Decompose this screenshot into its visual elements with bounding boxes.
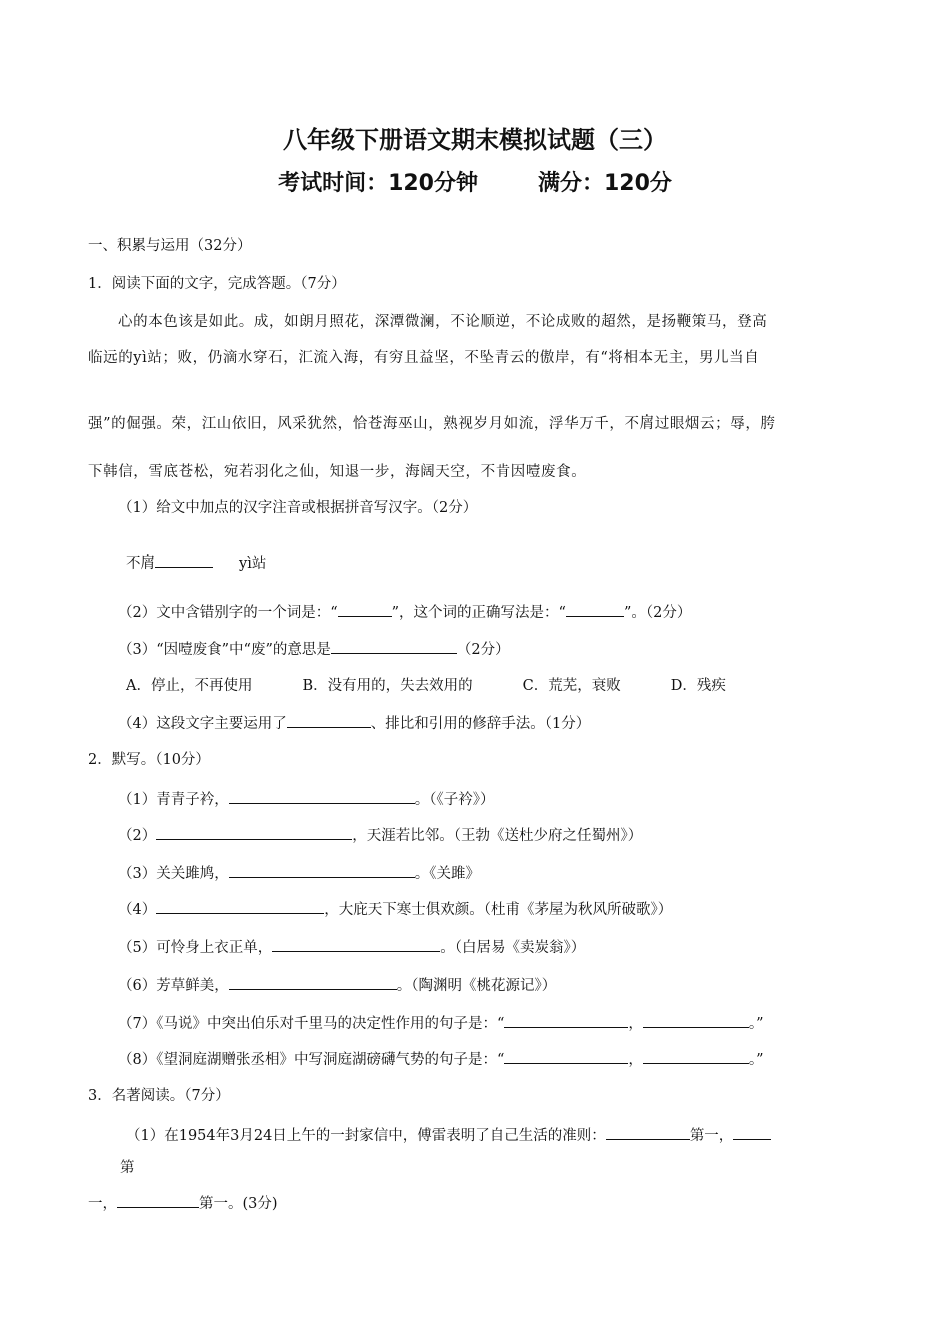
answer-blank[interactable]	[504, 1048, 628, 1064]
option-c[interactable]: C．荒芜，衰败	[522, 678, 621, 694]
answer-blank[interactable]	[733, 1124, 771, 1140]
dictation-item-7: （7）《马说》中突出伯乐对千里马的决定性作用的句子是：“ ， 。”	[118, 1012, 764, 1034]
dictation-item-2: （2） ，天涯若比邻。（王勃《送杜少府之任蜀州》）	[118, 824, 642, 846]
exam-info	[0, 166, 950, 197]
page-title: 八年级下册语文期末模拟试题（三）	[283, 126, 667, 154]
question-3-1-cont: 第	[120, 1160, 135, 1176]
question-2-heading: 2．默写。（10分）	[88, 752, 210, 768]
option-d[interactable]: D．残疾	[670, 678, 726, 694]
dotted-char: 屑	[140, 556, 155, 572]
question-1-2: （2）文中含错别字的一个词是：“ ”，这个词的正确写法是：“ ”。（2分）	[118, 601, 691, 623]
question-1-1: （1）给文中加点的汉字注音或根据拼音写汉字。（2分）	[118, 500, 478, 516]
answer-blank[interactable]	[155, 552, 213, 568]
answer-blank[interactable]	[117, 1192, 199, 1208]
answer-blank[interactable]	[338, 601, 392, 617]
passage-line-3: 强”的倔强。荣，江山依旧，风采犹然，恰苍海巫山，熟视岁月如流，浮华万千，不屑过眼烟云；辱，胯	[88, 416, 776, 432]
answer-blank[interactable]	[643, 1012, 749, 1028]
answer-blank[interactable]	[504, 1012, 628, 1028]
option-b[interactable]: B．没有用的，失去效用的	[302, 678, 473, 694]
question-3-1: （1）在1954年3月24日上午的一封家信中，傅雷表明了自己生活的准则： 第一，	[126, 1124, 771, 1146]
answer-blank[interactable]	[331, 638, 457, 654]
dictation-item-8: （8）《望洞庭湖赠张丞相》中写洞庭湖磅礴气势的句子是：“ ， 。”	[118, 1048, 764, 1070]
question-1-4: （4）这段文字主要运用了 、排比和引用的修辞手法。（1分）	[118, 712, 590, 734]
answer-blank[interactable]	[156, 824, 352, 840]
option-a[interactable]: A．停止，不再使用	[126, 678, 253, 694]
dictation-item-4: （4） ，大庇天下寒士俱欢颜。（杜甫《茅屋为秋风所破歌》）	[118, 898, 672, 920]
answer-blank[interactable]	[272, 936, 440, 952]
dotted-char: 屑	[639, 416, 655, 432]
question-1-3: （3）“因噎废食”中“废”的意思是 （2分）	[118, 638, 510, 660]
answer-blank[interactable]	[606, 1124, 690, 1140]
question-1-1-answers: 不屑 yì站	[126, 552, 266, 574]
answer-blank[interactable]	[229, 974, 397, 990]
dictation-item-5: （5）可怜身上衣正单， 。（白居易《卖炭翁》）	[118, 936, 585, 958]
question-1-heading: 1．阅读下面的文字，完成答题。（7分）	[88, 276, 346, 292]
answer-blank[interactable]	[643, 1048, 749, 1064]
passage-line-1: 心的本色该是如此。成，如朗月照花，深潭微澜，不论顺逆，不论成败的超然，是扬鞭策马，登高	[118, 314, 768, 330]
passage-line-4: 下韩信，雪底苍松，宛若羽化之仙，知退一步，海阔天空，不肯因噎废食。	[88, 464, 587, 480]
question-1-3-options	[126, 676, 726, 696]
question-3-1-end: 一， 第一。(3分)	[88, 1192, 278, 1214]
answer-blank[interactable]	[229, 862, 415, 878]
answer-blank[interactable]	[566, 601, 624, 617]
question-3-heading: 3．名著阅读。（7分）	[88, 1088, 230, 1104]
full-score: 满分：120分	[538, 171, 672, 196]
dictation-item-3: （3）关关雎鸠， 。《关雎》	[118, 862, 480, 884]
answer-blank[interactable]	[229, 788, 415, 804]
dictation-item-1: （1）青青子衿， 。（《子衿》）	[118, 788, 494, 810]
dictation-item-6: （6）芳草鲜美， 。（陶渊明《桃花源记》）	[118, 974, 556, 996]
answer-blank[interactable]	[287, 712, 371, 728]
section-heading: 一、积累与运用（32分）	[88, 238, 252, 254]
exam-time: 考试时间：120分钟	[278, 171, 478, 196]
answer-blank[interactable]	[156, 898, 324, 914]
passage-line-2: 临远的yì站；败，仍滴水穿石，汇流入海，有穷且益坚，不坠青云的傲岸，有“将相本无主，男儿当自	[88, 350, 760, 366]
